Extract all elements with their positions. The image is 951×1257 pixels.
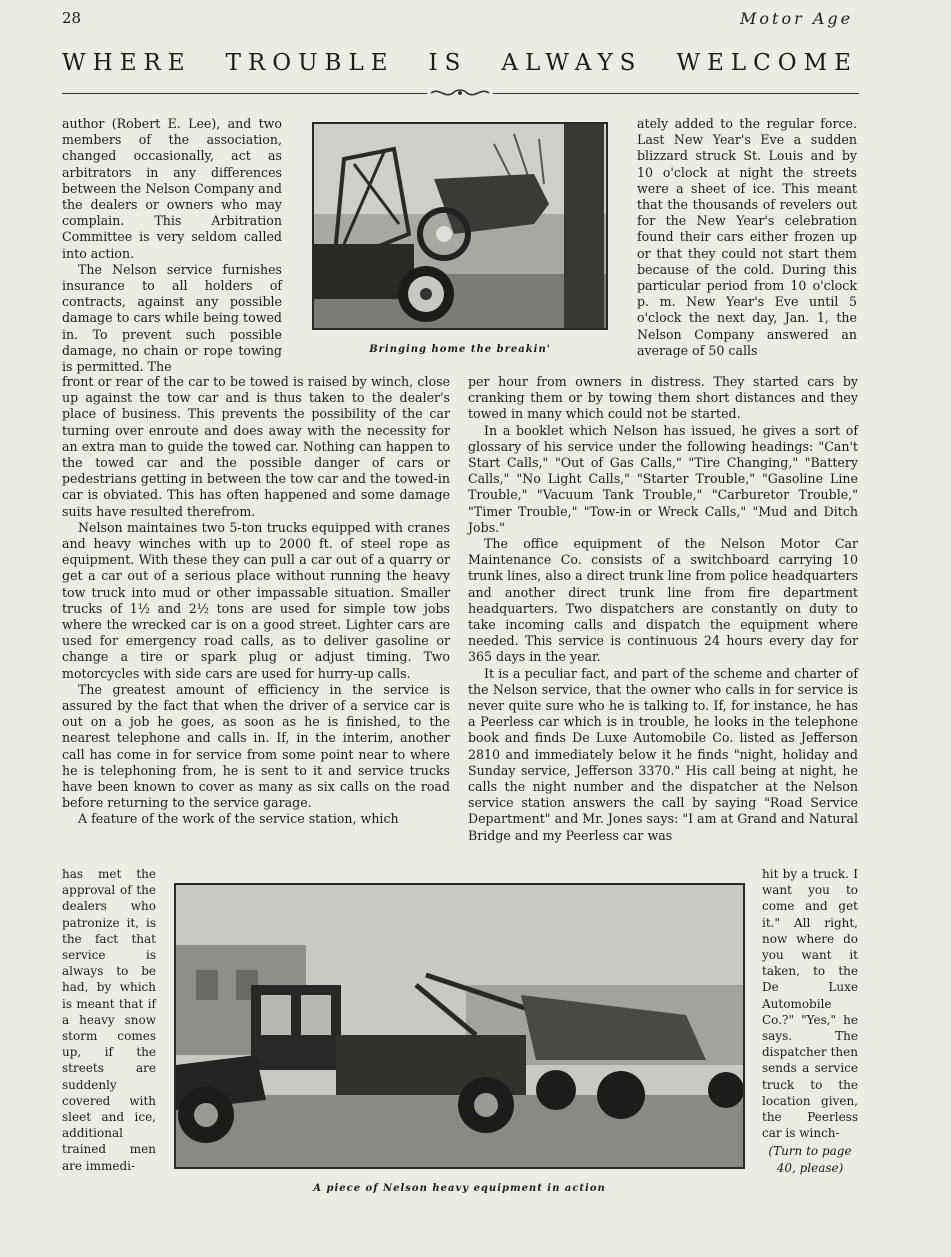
paragraph: A feature of the work of the service station, which [78,811,399,827]
right-bottom-column [762,866,858,1176]
paragraph: The office equipment of the Nelson Motor Car Maintenance Co. consists of a switchboard carrying 10 trunk lines, also a direct trunk line from police headquarters and another direct trunk line from fire department headquarters. Two dispatchers are constantly on duty to take incoming calls and dispatch the equipment where needed. This service is continuous 24 hours every day for 365 days in the year. [468,536,858,665]
paragraph: hit by a truck. I want you to come and get it." All right, now where do you want it taken, to the De Luxe Automobile Co.?" "Yes," he says. The dispatcher then sends a service truck to the location given, the Peerless car is winch- [762,867,858,1141]
right-narrow-column [637,116,857,359]
paragraph: The greatest amount of efficiency in the service is assured by the fact that when the driver of a service car is out on a job he goes, as soon as he is finished, to the nearest telephone and calls in. If, in the interim, another call has come in for service from some point near to where he is telephoning from, he is sent to it and service trucks have been known to cover as many as six calls on the road before returning to the service garage. [62,681,450,811]
left-bottom-column [62,866,156,1174]
paragraph: The Nelson service furnishes insurance to all holders of contracts, against any possible damage to cars while being towed in. To prevent such possible damage, no chain or rope towing is permitted. The [62,261,282,375]
top-photo-caption: Bringing home the breakin' [369,344,551,355]
heavy-equipment-photo-icon [176,885,743,1167]
title-word: WHERE [62,50,192,76]
title-rule-right [493,93,859,94]
paragraph: author (Robert E. Lee), and two members of the association, changed occasionally, act as arbitrators in any differences between the Nelson Company and the dealers or owners who may complain. This Arbitration Committee is very seldom called into action. [62,116,282,261]
article-title [62,50,858,76]
left-wide-column [62,374,450,828]
ornament-icon [427,85,493,101]
magazine-name: Motor Age [740,9,854,28]
title-word: ALWAYS [501,50,643,76]
page-number: 28 [62,9,82,27]
bottom-photo [174,883,745,1169]
continuation-note: (Turn to page 40, please) [768,1144,852,1175]
paragraph: front or rear of the car to be towed is raised by winch, close up against the tow car and is thus taken to the dealer's place of business. This prevents the possibility of the car turning over enroute and does away with the necessity for an extra man to guide the towed car. Nothing can happen to the towed car and the possible danger of cars or pedestrians getting in between the tow car and the towed-in car is obviated. This has often happened and some damage suits have resulted therefrom. [62,374,450,519]
title-rule-left [62,93,427,94]
left-narrow-column [62,116,282,375]
top-photo [312,122,608,330]
bottom-photo-caption: A piece of Nelson heavy equipment in action [313,1183,606,1194]
paragraph: In a booklet which Nelson has issued, he gives a sort of glossary of his service under the following headings: "Can't Start Calls," "Out of Gas Calls," "Tire Changing," "Battery Calls," "No Light Calls," "Starter Trouble," "Gasoline Line Trouble," "Vacuum Tank Trouble," "Carburetor Trouble," "Timer Trouble," "Tow-in or Wreck Calls," "Mud and Ditch Jobs." [468,422,858,535]
title-word: TROUBLE [225,50,395,76]
right-wide-column [468,374,858,844]
title-word: WELCOME [676,50,858,76]
paragraph: It is a peculiar fact, and part of the scheme and charter of the Nelson service, that the owner who calls in for service is never quite sure who he is talking to. If, for instance, he has a Peerless car which is in trouble, he looks in the telephone book and finds De Luxe Automobile Co. listed as Jefferson 2810 and immediately below it he finds "night, holiday and Sunday service, Jefferson 3370." His call being at night, he calls the night number and the dispatcher at the Nelson service station answers the call by saying "Road Service Department" and Mr. Jones says: "I am at Grand and Natural Bridge and my Peerless car was [468,665,858,843]
title-word: IS [428,50,468,76]
paragraph: has met the approval of the dealers who patronize it, is the fact that service is always to be had, by which is meant that if a heavy snow storm comes up, if the streets are suddenly covered with sleet and ice, additional trained men are immedi- [62,867,156,1173]
paragraph: ately added to the regular force. Last New Year's Eve a sudden blizzard struck St. Louis and by 10 o'clock at night the streets were a sheet of ice. This meant that the thousands of revelers out for the New Year's celebration found their cars either frozen up or that they could not start them because of the cold. During this particular period from 10 o'clock p. m. New Year's Eve until 5 o'clock the next day, Jan. 1, the Nelson Company answered an average of 50 calls [637,116,857,358]
paragraph: Nelson maintaines two 5-ton trucks equipped with cranes and heavy winches with up to 2000 ft. of steel rope as equipment. With these they can pull a car out of a quarry or get a car out of a serious place without running the heavy tow truck into mud or other impassable situation. Smaller trucks of 1½ and 2½ tons are used for simple tow jobs where the wrecked car is on a good street. Lighter cars are used for emergency road calls, as to deliver gasoline or change a tire or spark plug or adjust timing. Two motorcycles with side cars are used for hurry-up calls. [62,519,450,681]
paragraph: per hour from owners in distress. They started cars by cranking them or by towing them short distances and they towed in many which could not be started. [468,374,858,422]
tow-truck-photo-icon [314,124,606,328]
